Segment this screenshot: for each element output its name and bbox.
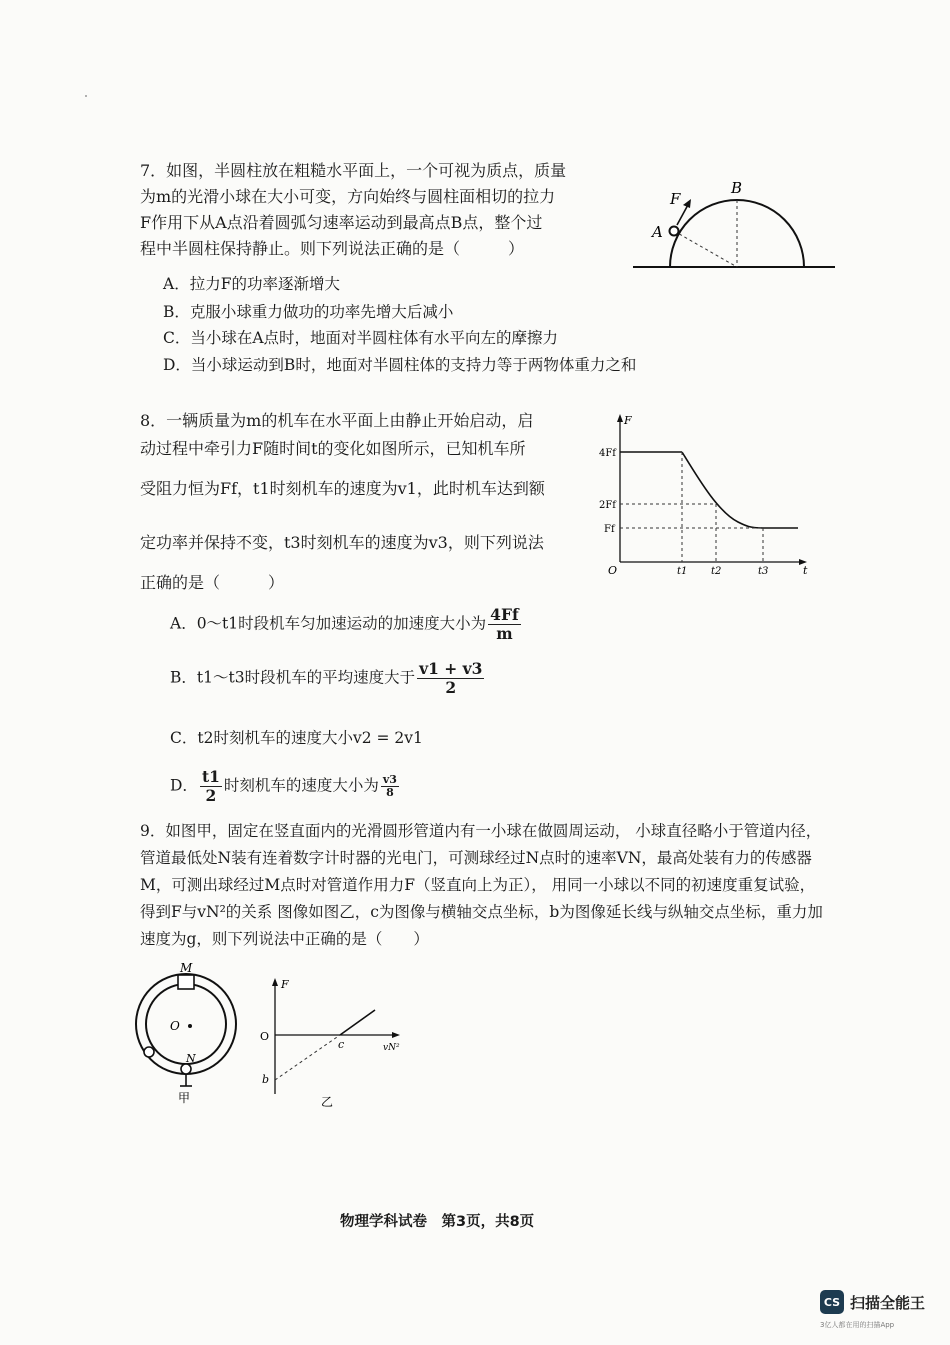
caption-jia: 甲 [178,1091,191,1105]
q9-figure-jia [130,958,250,1108]
watermark-name: 扫描全能王 [850,1293,926,1312]
q8-a-numerator: 4Ff [490,605,519,624]
q8-a-fraction [488,606,520,643]
label-b: b [262,1073,270,1086]
q8-line: 定功率并保持不变，t3时刻机车的速度为v3，则下列说法 [140,533,544,552]
q8-option-c: C．t2时刻机车的速度大小v2 = 2v1 [170,729,423,747]
watermark-subtitle: 3亿人都在用的扫描App [820,1321,895,1329]
q7-line: 为m的光滑小球在大小可变，方向始终与圆柱面相切的拉力 [140,187,556,206]
q8-line: 受阻力恒为Ff，t1时刻机车的速度为v1，此时机车达到额 [140,479,545,498]
f-line [340,1010,375,1035]
speck [85,95,87,97]
q8-d-val-denominator: 8 [386,786,394,799]
q8-force-time-graph [598,412,813,577]
axis-label-t: t [803,564,808,577]
photogate-n [181,1064,191,1074]
q7-semicylinder-figure [625,175,840,275]
q8-b-fraction [417,660,484,697]
q7-option-d: D．当小球运动到B时，地面对半圆柱体的支持力等于两物体重力之和 [163,356,637,374]
q8-b-denominator: 2 [445,678,457,697]
tick-t1: t1 [677,566,688,577]
tick-t2: t2 [711,566,722,577]
tick-4ff: 4Ff [599,448,617,459]
q7-line: F作用下从A点沿着圆弧匀速率运动到最高点B点，整个过 [140,213,543,232]
page-footer: 物理学科试卷 第3页，共8页 [340,1214,535,1230]
label-o: O [170,1019,180,1033]
q8-a-denominator: m [496,624,513,643]
ball-a [670,227,679,236]
x-axis-arrow [392,1032,400,1038]
extension-line [275,1035,340,1080]
axis-label-f: F [281,978,289,991]
q8-d-numerator: t1 [201,767,220,786]
tick-t3: t3 [758,566,769,577]
q8-b-numerator: v1 + v3 [419,659,483,678]
q7-line: 7．如图，半圆柱放在粗糙水平面上，一个可视为质点，质量 [140,161,567,180]
q8-option-a [170,606,523,643]
q7-line: 程中半圆柱保持静止。则下列说法正确的是（ ） [140,239,525,258]
q8-line: 8．一辆质量为m的机车在水平面上由静止开始启动，启 [140,411,534,430]
q8-d-fraction-t [200,768,222,805]
q8-line: 正确的是（ ） [140,573,285,592]
q9-figure-yi [255,972,405,1112]
ball [144,1047,154,1057]
origin-label: O [608,564,618,577]
arrow-head [683,199,691,208]
origin-label: O [260,1030,270,1043]
tick-ff: Ff [604,524,615,535]
camscanner-watermark [820,1290,925,1314]
radius-to-a [674,231,737,267]
center-dot [188,1024,192,1028]
cs-logo-icon: CS [820,1290,844,1314]
tick-2ff: 2Ff [599,500,617,511]
y-axis-arrow [617,414,623,422]
q7-option-a: A．拉力F的功率逐渐增大 [163,275,340,293]
q8-b-text: B．t1～t3时段机车的平均速度大于 [170,668,416,687]
q8-d-denominator: 2 [205,786,217,805]
q8-option-b [170,660,486,697]
q8-d-text: 时刻机车的速度大小为 [223,776,379,795]
label-m: M [180,961,193,975]
q8-d-val-numerator: v3 [382,773,397,786]
question-7-stem [140,158,620,262]
y-axis-arrow [272,978,278,986]
q8-d-fraction-v [381,774,399,799]
q8-option-d: D． $\frac{t1}{2}$ 时刻机车的速度大小为 $\frac{v3}{8}$ [170,767,397,805]
question-9-stem: 9．如图甲，固定在竖直面内的光滑圆形管道内有一小球在做圆周运动， 小球直径略小于管道内径，管道最低处N装有连着数字计时器的光电门，可测球经过N点时的速率VN，最高处装有力的传感器M，可测出球经过M点时对管道作用力F（竖直向上为正）， 用同一小球以不同的初速度重复试验， 得到F与vN²的关系 图像如图乙，c为图像与横轴交点坐标，b为图像延长线与纵轴交点坐标，重力加速度为g，则下列说法中正确的是（ ） [140,822,823,948]
label-f: F [670,190,681,208]
decreasing-force-curve [682,452,798,528]
q7-option-c: C．当小球在A点时，地面对半圆柱体有水平向左的摩擦力 [163,329,559,347]
sensor-m [178,975,194,989]
label-n: N [186,1052,196,1065]
q7-option-b: B．克服小球重力做功的功率先增大后减小 [163,303,454,321]
caption-yi: 乙 [321,1095,334,1109]
q8-line: 动过程中牵引力F随时间t的变化如图所示，已知机车所 [140,439,526,458]
axis-label-f: F [624,414,632,427]
label-b: B [731,179,743,197]
label-c: c [338,1038,345,1051]
q8-a-text: A．0～t1时段机车匀加速运动的加速度大小为 [170,614,487,633]
label-a: A [652,223,663,241]
axis-label-vn2: vN² [383,1043,400,1053]
